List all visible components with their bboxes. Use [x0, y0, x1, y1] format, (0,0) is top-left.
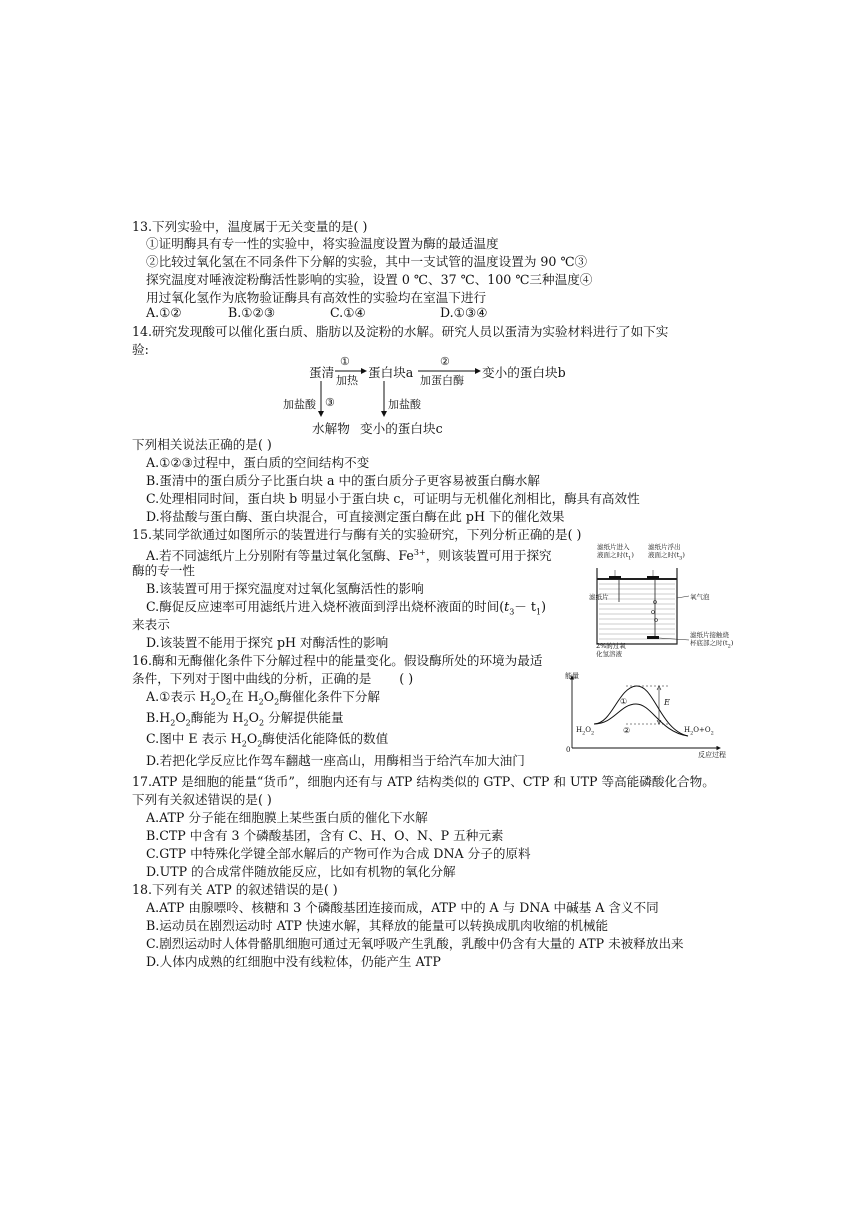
q18-option-a: A.ATP 由腺嘌呤、核糖和 3 个磷酸基团连接而成，ATP 中的 A 与 DNA 中碱基 A 含义不同 [146, 900, 659, 915]
q13-item-3: 探究温度对唾液淀粉酶活性影响的实验，设置 0 ℃、37 ℃、100 ℃三种温度④ [146, 272, 593, 287]
q14-prompt: 下列相关说法正确的是( ) [132, 437, 272, 452]
q13-item-4: 用过氧化氢作为底物验证酶具有高效性的实验均在室温下进行 [146, 290, 487, 305]
flow-node-egg-white: 蛋清 [309, 365, 335, 380]
flow-node-block-a: 蛋白块a [368, 365, 414, 380]
q17-option-d: D.UTP 的合成常伴随放能反应，比如有机物的氧化分解 [146, 864, 456, 879]
q18-option-b: B.运动员在剧烈运动时 ATP 快速水解，其释放的能量可以转换成肌肉收缩的机械能 [146, 918, 609, 933]
flow-step1-cond: 加热 [336, 374, 358, 387]
q16-stem-line1: 16.酶和无酶催化条件下分解过程中的能量变化。假设酶所处的环境为最适 [132, 653, 543, 668]
q14-stem-line2: 验: [132, 342, 149, 357]
q16-option-a: A.①表示 $H_2O_2$在 $H_2O_2$酶催化条件下分解 [146, 689, 380, 707]
q13-option-d: D.①③④ [440, 305, 488, 320]
q18-option-c: C.剧烈运动时人体骨骼肌细胞可通过无氧呼吸产生乳酸，乳酸中仍含有大量的 ATP 未被释放出来 [146, 936, 684, 951]
q16-option-c: C.图中 E 表示 $H_2O_2$酶使活化能降低的数值 [146, 731, 389, 749]
flow-node-block-c: 变小的蛋白块c [360, 421, 443, 436]
graph-e-label: E [664, 698, 670, 707]
label-h2o2-solution: 2%的过氧 化氢溶液 [596, 642, 626, 658]
q14-option-a: A.①②③过程中，蛋白质的空间结构不变 [146, 455, 370, 470]
q15-option-c-line2: 来表示 [132, 617, 170, 632]
q18-stem: 18.下列有关 ATP 的叙述错误的是( ) [132, 882, 338, 897]
q14-option-c: C.处理相同时间，蛋白块 b 明显小于蛋白块 c，可证明与无机催化剂相比，酶具有高效性 [146, 491, 640, 506]
flow-node-block-b: 变小的蛋白块b [482, 365, 566, 380]
q14-option-b: B.蛋清中的蛋白质分子比蛋白块 a 中的蛋白质分子更容易被蛋白酶水解 [146, 473, 540, 488]
q16-option-b: $B.H_2O_2$酶能为 $H_2O_2$ 分解提供能量 [146, 710, 344, 728]
q13-option-c: C.①④ [330, 305, 366, 320]
graph-end-label: $H_2O+O_2$ [684, 726, 714, 737]
graph-origin: 0 [566, 746, 571, 754]
q13-option-b: B.①②③ [228, 305, 276, 320]
flow-step1-num: ① [340, 355, 350, 368]
graph-curve2-label: ② [623, 726, 631, 735]
q17-stem-line2: 下列有关叙述错误的是( ) [132, 792, 272, 807]
q15-option-a-line1: A.若不同滤纸片上分别附有等量过氧化氢酶、$Fe^{3+}$，则该装置可用于探究 [146, 548, 552, 564]
graph-xlabel: 反应过程 [698, 751, 726, 759]
flow-step2-num: ② [440, 355, 450, 368]
q13-item-2: ②比较过氧化氢在不同条件下分解的实验，其中一支试管的温度设置为 90 ℃③ [146, 254, 588, 269]
energy-graph-drawing [560, 670, 730, 760]
q17-option-c: C.GTP 中特殊化学键全部水解后的产物可作为合成 DNA 分子的原料 [146, 846, 531, 861]
q15-option-a-line2: 酶的专一性 [132, 563, 195, 578]
flow-down1-num: ③ [325, 396, 335, 409]
q14-stem-line1: 14.研究发现酸可以催化蛋白质、脂肪以及淀粉的水解。研究人员以蛋清为实验材料进行了如下实 [132, 324, 669, 339]
q15-option-b: B.该装置可用于探究温度对过氧化氢酶活性的影响 [146, 581, 424, 596]
q15-option-d: D.该装置不能用于探究 pH 对酶活性的影响 [146, 635, 389, 650]
flow-node-hydrolysate: 水解物 [312, 421, 350, 436]
q18-option-d: D.人体内成熟的红细胞中没有线粒体，仍能产生 ATP [146, 954, 441, 969]
q15-stem: 15.某同学欲通过如图所示的装置进行与酶有关的实验研究，下列分析正确的是( ) [132, 527, 582, 542]
label-filter-exit: 滤纸片浮出 液面之时$(t_3)$ [648, 543, 685, 562]
q13-option-a: A.①② [146, 305, 182, 320]
label-filter-paper: 滤纸片 [589, 593, 609, 601]
graph-curve1-label: ① [620, 697, 628, 706]
graph-ylabel: 能量 [565, 672, 579, 680]
q16-option-d: D.若把化学反应比作驾车翻越一座高山，用酶相当于给汽车加大油门 [146, 753, 525, 768]
label-oxygen-bubble: 氧气泡 [690, 593, 710, 601]
flow-down1-cond: 加盐酸 [283, 398, 316, 411]
label-filter-enter: 滤纸片进入 液面之时$(t_1)$ [597, 543, 634, 562]
q17-stem-line1: 17.ATP 是细胞的能量“货币”，细胞内还有与 ATP 结构类似的 GTP、CTP 和 UTP 等高能磷酸化合物。 [132, 774, 715, 789]
q17-option-a: A.ATP 分子能在细胞膜上某些蛋白质的催化下水解 [146, 810, 428, 825]
flow-step2-cond: 加蛋白酶 [420, 374, 464, 387]
q17-option-b: B.CTP 中含有 3 个磷酸基团，含有 C、H、O、N、P 五种元素 [146, 828, 504, 843]
q13-stem: 13.下列实验中，温度属于无关变量的是( ) [132, 219, 368, 234]
q16-stem-line2: 条件，下列对于图中曲线的分析，正确的是 ( ) [132, 671, 414, 686]
flow-down2-cond: 加盐酸 [388, 398, 421, 411]
label-filter-bottom: 滤纸片接触烧 杯底部之时$(t_2)$ [690, 631, 734, 650]
q14-option-d: D.将盐酸与蛋白酶、蛋白块混合，可直接测定蛋白酶在此 pH 下的催化效果 [146, 509, 565, 524]
q15-option-c-line1: C.酶促反应速率可用滤纸片进入烧杯液面到浮出烧杯液面的时间$(t_3- t_1)$ [146, 599, 546, 617]
q13-item-1: ①证明酶具有专一性的实验中，将实验温度设置为酶的最适温度 [146, 236, 499, 251]
graph-start-label: $H_2O_2$ [576, 726, 595, 737]
